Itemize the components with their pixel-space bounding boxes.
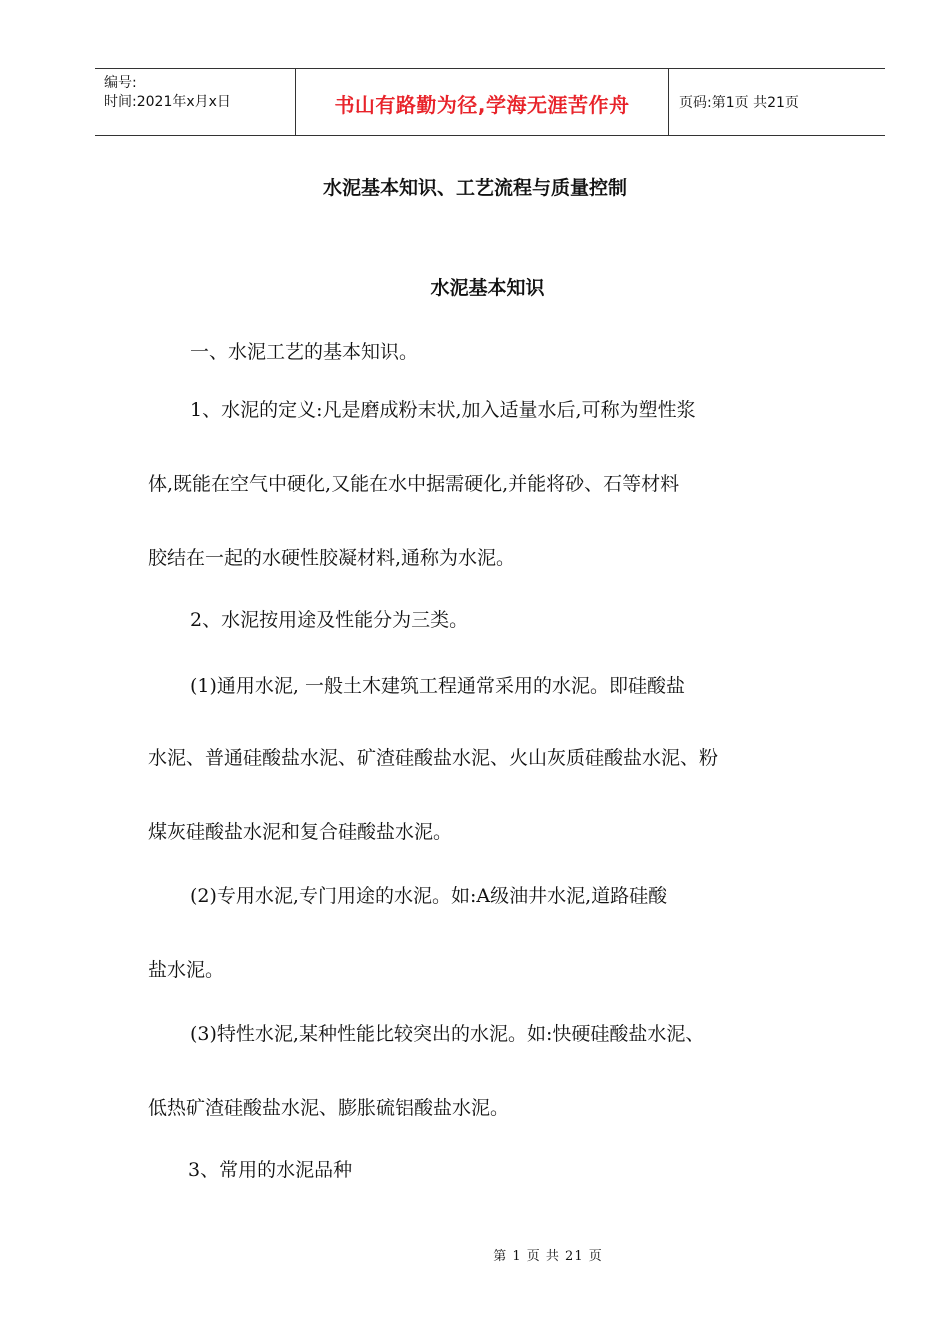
paragraph-line: 1、水泥的定义:凡是磨成粉末状,加入适量水后,可称为塑性浆 [190, 399, 696, 421]
header-table [95, 68, 885, 136]
page-footer: 第 1 页 共 21 页 [493, 1249, 603, 1264]
page-info: 页码:第1页 共21页 [679, 95, 799, 111]
header-motto-cell [296, 69, 669, 135]
paragraph-line: (2)专用水泥,专门用途的水泥。如:A级油井水泥,道路硅酸 [190, 885, 668, 907]
paragraph-line: 盐水泥。 [148, 959, 225, 981]
paragraph-line: 煤灰硅酸盐水泥和复合硅酸盐水泥。 [148, 821, 453, 843]
section-title: 水泥基本知识 [430, 277, 545, 299]
time-label: 时间:2021年x月x日 [104, 94, 231, 110]
paragraph-line: 体,既能在空气中硬化,又能在水中据需硬化,并能将砂、石等材料 [148, 473, 680, 495]
paragraph-line: 2、水泥按用途及性能分为三类。 [190, 609, 469, 631]
paragraph-line: 低热矿渣硅酸盐水泥、膨胀硫铝酸盐水泥。 [148, 1097, 510, 1119]
paragraph-line: 水泥、普通硅酸盐水泥、矿渣硅酸盐水泥、火山灰质硅酸盐水泥、粉 [148, 747, 719, 769]
paragraph-line: 一、水泥工艺的基本知识。 [190, 341, 419, 363]
paragraph-line: 3、常用的水泥品种 [188, 1159, 353, 1181]
motto-text: 书山有路勤为径,学海无涯苦作舟 [334, 92, 630, 117]
number-label: 编号: [104, 75, 137, 91]
document-title: 水泥基本知识、工艺流程与质量控制 [322, 177, 627, 199]
header-page-cell [669, 69, 885, 135]
paragraph-line: (1)通用水泥, 一般土木建筑工程通常采用的水泥。即硅酸盐 [190, 675, 685, 697]
paragraph-line: (3)特性水泥,某种性能比较突出的水泥。如:快硬硅酸盐水泥、 [190, 1023, 705, 1045]
paragraph-line: 胶结在一起的水硬性胶凝材料,通称为水泥。 [148, 547, 516, 569]
header-meta-cell [95, 69, 296, 135]
